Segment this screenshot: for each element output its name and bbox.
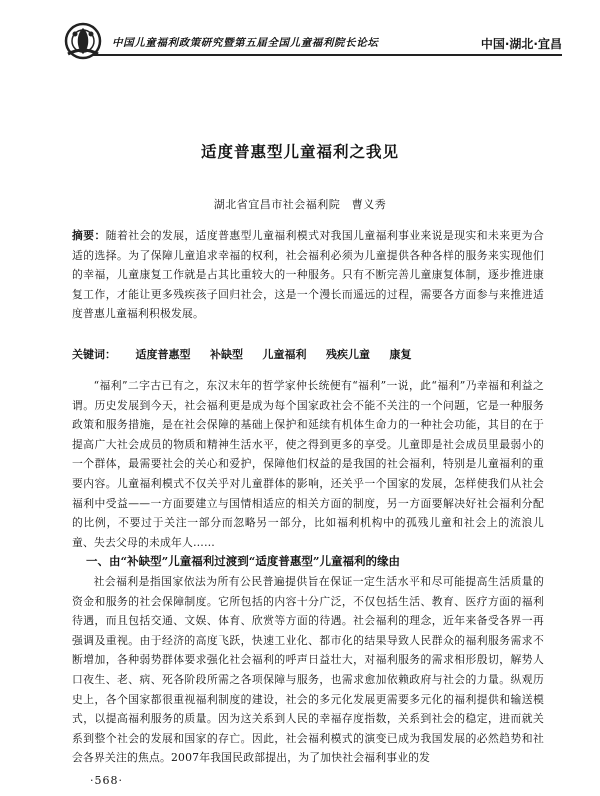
abstract (72, 226, 544, 324)
keyword: 残疾儿童 (326, 348, 370, 361)
body-paragraph: 社会福利是指国家依法为所有公民普遍提供旨在保证一定生活水平和尽可能提高生活质量的资金和服务的社会保障制度。它所包括的内容十分广泛，不仅包括生活、教育、医疗方面的福利待遇，而且包括交通、文娱、体育、欣赏等方面的待遇。社会福利的理念，近年来备受各界一再强调及重视。由于经济的高度飞跃，快速工业化、都市化的结果导致人民群众的福利服务需求不断增加，各种弱势群体要求强化社会福利的呼声日益壮大，对福利服务的需求相形殷切，解势人口夜生、老、病、死各阶段所需之各项保障与服务，也需求愈加依赖政府与社会的力量。纵观历史上，各个国家都很重视福利制度的建设，社会的多元化发展更需要多元化的福利提供和输送模式，以提高福利服务的质量。因为这关系到人民的幸福存度指数，关系到社会的稳定，进而就关系到整个社会的发展和国家的存亡。因此，社会福利模式的演变已成为我国发展的必然趋势和社会各界关注的焦点。2007年我国民政部提出，为了加快社会福利事业的发 (72, 575, 544, 765)
header-divider (92, 54, 562, 56)
keyword: 儿童福利 (262, 348, 307, 361)
page-number: ·568· (90, 774, 123, 787)
article-title: 适度普惠型儿童福利之我见 (200, 142, 399, 161)
page-header (62, 20, 562, 60)
keyword: 补缺型 (210, 348, 243, 361)
article-author: 湖北省宜昌市社会福利院 曹义秀 (213, 198, 387, 211)
keyword: 康复 (389, 348, 412, 361)
abstract-label: 摘要： (72, 229, 106, 242)
keywords (72, 346, 544, 362)
abstract-text: 随着社会的发展，适度普惠型儿童福利模式对我国儿童福利事业来说是现实和未来更为合适的选择。为了保障儿童追求幸福的权利，社会福利必须为儿童提供各种各样的服务来实现他们的幸福，儿童康复工作就是占其比重较大的一种服务。只有不断完善儿童康复体制，逐步推进康复工作，才能让更多残疾孩子回归社会，这是一个漫长而遥远的过程，需要各方面参与来推进适度普惠儿童福利积极发展。 (72, 229, 544, 321)
header-title: 中国儿童福利政策研究暨第五届全国儿童福利院长论坛 (112, 37, 379, 49)
header-location: 中国·湖北·宜昌 (480, 37, 562, 51)
section-heading: 一、由“补缺型”儿童福利过渡到“适度普惠型”儿童福利的缘由 (86, 554, 400, 568)
body-paragraph: “福利”二字古已有之，东汉末年的哲学家仲长统便有“福利”一说，此“福利”乃幸福和利益之谓。历史发展到今天，社会福利更是成为每个国家政社会不能不关注的一个问题，它是一种服务政策和服务措施，是在社会保障的基础上保护和延续有机体生命力的一种社会功能，其目的在于提高广大社会成员的物质和精神生活水平，使之得到更多的享受。儿童即是社会成员里最弱小的一个群体，最需要社会的关心和爱护，保障他们权益的是我国的社会福利，特别是儿童福利的重要内容。儿童福利模式不仅关乎对儿童群体的影响，还关乎一个国家的发展，怎样使我们从社会福利中受益——一方面要建立与国情相适应的相关方面的制度，另一方面要解决好社会福利分配的比例，不要过于关注一部分而忽略另一部分，比如福利机构中的孤残儿童和社会上的流浪儿童、失去父母的未成年人…… (72, 379, 544, 549)
keywords-label: 关键词： (72, 348, 116, 361)
keyword: 适度普惠型 (135, 348, 191, 361)
